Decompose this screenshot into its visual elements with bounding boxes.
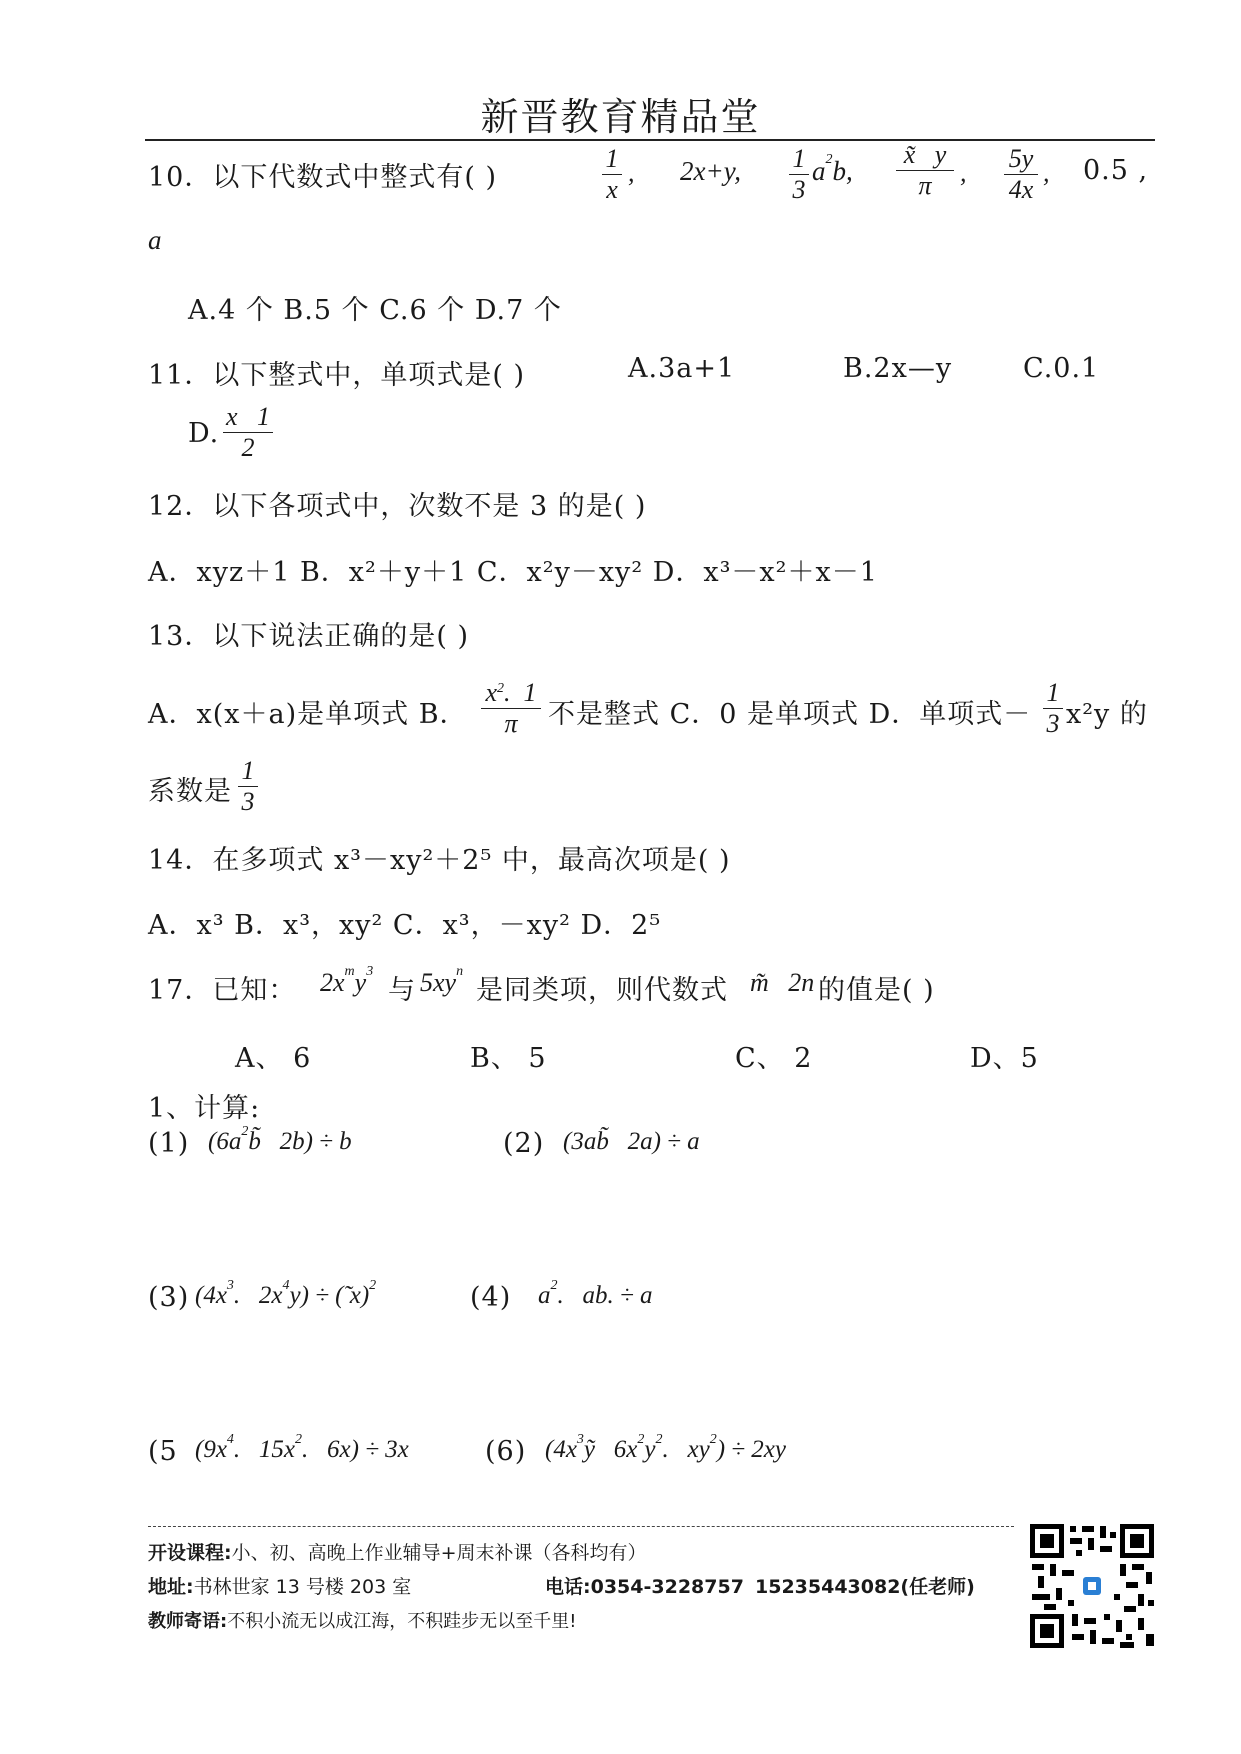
footer-phone-2-text: 15235443082(任老师) <box>755 1576 975 1598</box>
q10-frac-1-over-x: 1 x <box>601 144 623 205</box>
header-divider <box>145 139 1155 141</box>
calc-3-label: (3) <box>148 1282 190 1313</box>
q17-option-d: D、5 <box>970 1043 1039 1074</box>
calc-2-label: (2) <box>503 1128 545 1159</box>
q17-option-c: C、 2 <box>735 1043 813 1074</box>
q11-frac-x-1-over-2: x 1 2 <box>222 402 274 463</box>
q10-frac-x-minus-y-over-pi: x̃ y π <box>895 140 955 201</box>
q10-comma-2: , <box>960 158 967 187</box>
q10-frac-1-over-3: 1 3 <box>788 144 810 205</box>
footer-courses-text: 小、初、高晚上作业辅导+周末补课（各科均有） <box>231 1542 647 1564</box>
q14-options: A．x³ B．x³，xy² C．x³，－xy² D．2⁵ <box>148 910 662 941</box>
q13-line2: 系数是 <box>148 776 232 807</box>
q10-comma-3: , <box>1043 158 1050 187</box>
q13-frac-1-over-3: 1 3 <box>1042 678 1064 739</box>
q17-option-a: A、 6 <box>235 1043 312 1074</box>
q10-comma-1: , <box>628 158 635 187</box>
q13-line1-part-c: x²y 的 <box>1066 699 1148 730</box>
q10-term-a: a <box>148 225 162 255</box>
calc-6-expression: ($4x^3ỹ$ $6x^2y^2$. $xy^2) \div 2xy$ <box>545 1432 786 1463</box>
calc-6-label: (6) <box>485 1436 527 1467</box>
footer-courses-label: 开设课程: <box>148 1542 232 1564</box>
footer-courses <box>148 1538 647 1565</box>
q10-stem: 10．以下代数式中整式有( ) <box>148 162 498 193</box>
q11-option-d: D. <box>188 418 220 449</box>
q13-line1-part-a: A．x(x＋a)是单项式 B． <box>148 699 468 730</box>
calc-1-expression: ($6a^2b̃$ 2b) ÷ b <box>208 1124 352 1155</box>
calc-5-label: (5 <box>148 1436 178 1467</box>
footer-motto-label: 教师寄语: <box>148 1611 228 1632</box>
calc-2-expression: (3ab̃ 2a) ÷ a <box>563 1128 700 1155</box>
calc-5-expression: ($9x^4$. $15x^2$. 6x) ÷ 3x <box>195 1432 409 1463</box>
q10-expr-2x-plus-y: 2x+y, <box>680 156 741 186</box>
footer-phone-1: 0354-3228757 <box>590 1576 744 1598</box>
footer-divider <box>148 1526 1014 1527</box>
footer-address-text: 书林世家 13 号楼 203 室 <box>193 1576 412 1598</box>
footer-motto-text: 不积小流无以成江海，不积跬步无以至千里! <box>227 1611 577 1632</box>
q13-frac-x2-1-over-pi: $x^2$. 1 π <box>480 678 542 739</box>
calc-4-label: (4) <box>470 1282 512 1313</box>
footer-phone <box>545 1572 744 1599</box>
q13-line1-part-b: 不是整式 C．0 是单项式 D．单项式－ <box>548 699 1032 730</box>
footer-motto <box>148 1607 576 1633</box>
q17-term-2: $5xy^n$ <box>420 964 464 997</box>
q11-option-c: C.0.1 <box>1023 353 1100 384</box>
q10-expr-a2b: $a^2b$, <box>812 152 853 186</box>
q17-expr-m-minus-2n: m̃ 2n <box>750 968 815 997</box>
calc-1-label: (1) <box>148 1128 190 1159</box>
q14-stem: 14．在多项式 x³－xy²＋2⁵ 中，最高次项是( ) <box>148 845 731 876</box>
q11-option-b: B.2x—y <box>843 353 953 384</box>
q17-stem-part-d: 的值是( ) <box>818 975 935 1006</box>
q17-stem-part-a: 17．已知： <box>148 975 297 1006</box>
page-title: 新晋教育精品堂 <box>480 95 761 139</box>
q17-stem-part-b: 与 <box>388 975 416 1006</box>
q10-frac-5y-over-4x: 5y 4x <box>1003 144 1039 205</box>
footer-phone-label: 电话: <box>545 1576 591 1598</box>
qr-code-icon <box>1028 1522 1156 1650</box>
q11-option-a: A.3a+1 <box>628 353 736 384</box>
q13-frac-coef-1-over-3: 1 3 <box>237 756 259 817</box>
calc-4-expression: $a^2$. ab. ÷ a <box>538 1278 653 1309</box>
q10-options: A.4 个 B.5 个 C.6 个 D.7 个 <box>188 295 562 326</box>
calc-title: 1、计算: <box>148 1093 261 1124</box>
calc-3-expression: ($4x^3$. $2x^4y$) ÷ (̃ x)$^2$ <box>195 1278 377 1309</box>
q13-stem: 13．以下说法正确的是( ) <box>148 621 470 652</box>
q17-term-1: $2x^my^3$ <box>320 964 374 997</box>
q17-stem-part-c: 是同类项，则代数式 <box>476 975 728 1006</box>
footer-address <box>148 1572 411 1599</box>
footer-address-label: 地址: <box>148 1576 194 1598</box>
q10-term-0-5: 0.5 , <box>1083 155 1149 186</box>
q12-options: A．xyz＋1 B．x²＋y＋1 C．x²y－xy² D．x³－x²＋x－1 <box>148 557 878 588</box>
footer-phone-2 <box>755 1572 975 1599</box>
q11-stem: 11．以下整式中，单项式是( ) <box>148 360 526 391</box>
q12-stem: 12．以下各项式中，次数不是 3 的是( ) <box>148 491 647 522</box>
q17-option-b: B、 5 <box>470 1043 547 1074</box>
